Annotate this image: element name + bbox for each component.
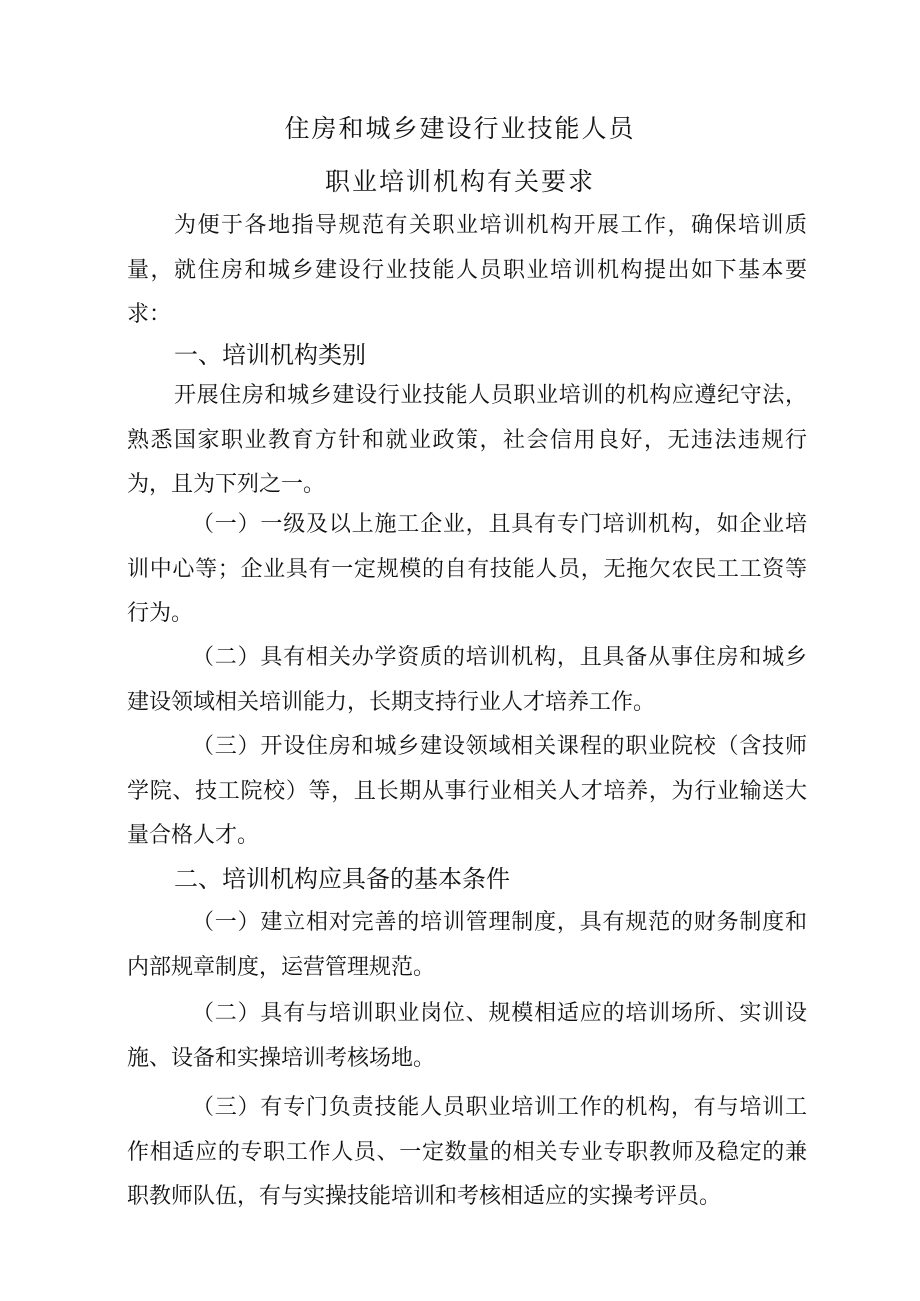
section-1-item-3: （三）开设住房和城乡建设领域相关课程的职业院校（含技师学院、技工院校）等，且长期从事行业相关人才培养，为行业输送大量合格人才。 <box>127 734 807 848</box>
section-1-item-2: （二）具有相关办学资质的培训机构，且具备从事住房和城乡建设领域相关培训能力，长期支持行业人才培养工作。 <box>127 645 807 715</box>
section-2-heading: 二、培训机构应具备的基本条件 <box>174 865 510 893</box>
intro-paragraph: 为便于各地指导规范有关职业培训机构开展工作，确保培训质量，就住房和城乡建设行业技能人员职业培训机构提出如下基本要求： <box>127 213 807 327</box>
section-2-item-1: （一）建立相对完善的培训管理制度，具有规范的财务制度和内部规章制度，运营管理规范。 <box>127 910 807 980</box>
section-1-item-1: （一）一级及以上施工企业，且具有专门培训机构，如企业培训中心等；企业具有一定规模的自有技能人员，无拖欠农民工工资等行为。 <box>127 512 807 626</box>
document-title-line-1: 住房和城乡建设行业技能人员 <box>284 114 636 143</box>
document-title-line-2: 职业培训机构有关要求 <box>324 167 595 196</box>
section-1-lead-paragraph: 开展住房和城乡建设行业技能人员职业培训的机构应遵纪守法，熟悉国家职业教育方针和就业政策，社会信用良好，无违法违规行为，且为下列之一。 <box>127 383 807 497</box>
section-2-item-3: （三）有专门负责技能人员职业培训工作的机构，有与培训工作相适应的专职工作人员、一定数量的相关专业专职教师及稳定的兼职教师队伍，有与实操技能培训和考核相适应的实操考评员。 <box>127 1095 807 1209</box>
section-1-heading: 一、培训机构类别 <box>174 341 366 369</box>
section-2-item-2: （二）具有与培训职业岗位、规模相适应的培训场所、实训设施、设备和实操培训考核场地。 <box>127 1001 807 1071</box>
